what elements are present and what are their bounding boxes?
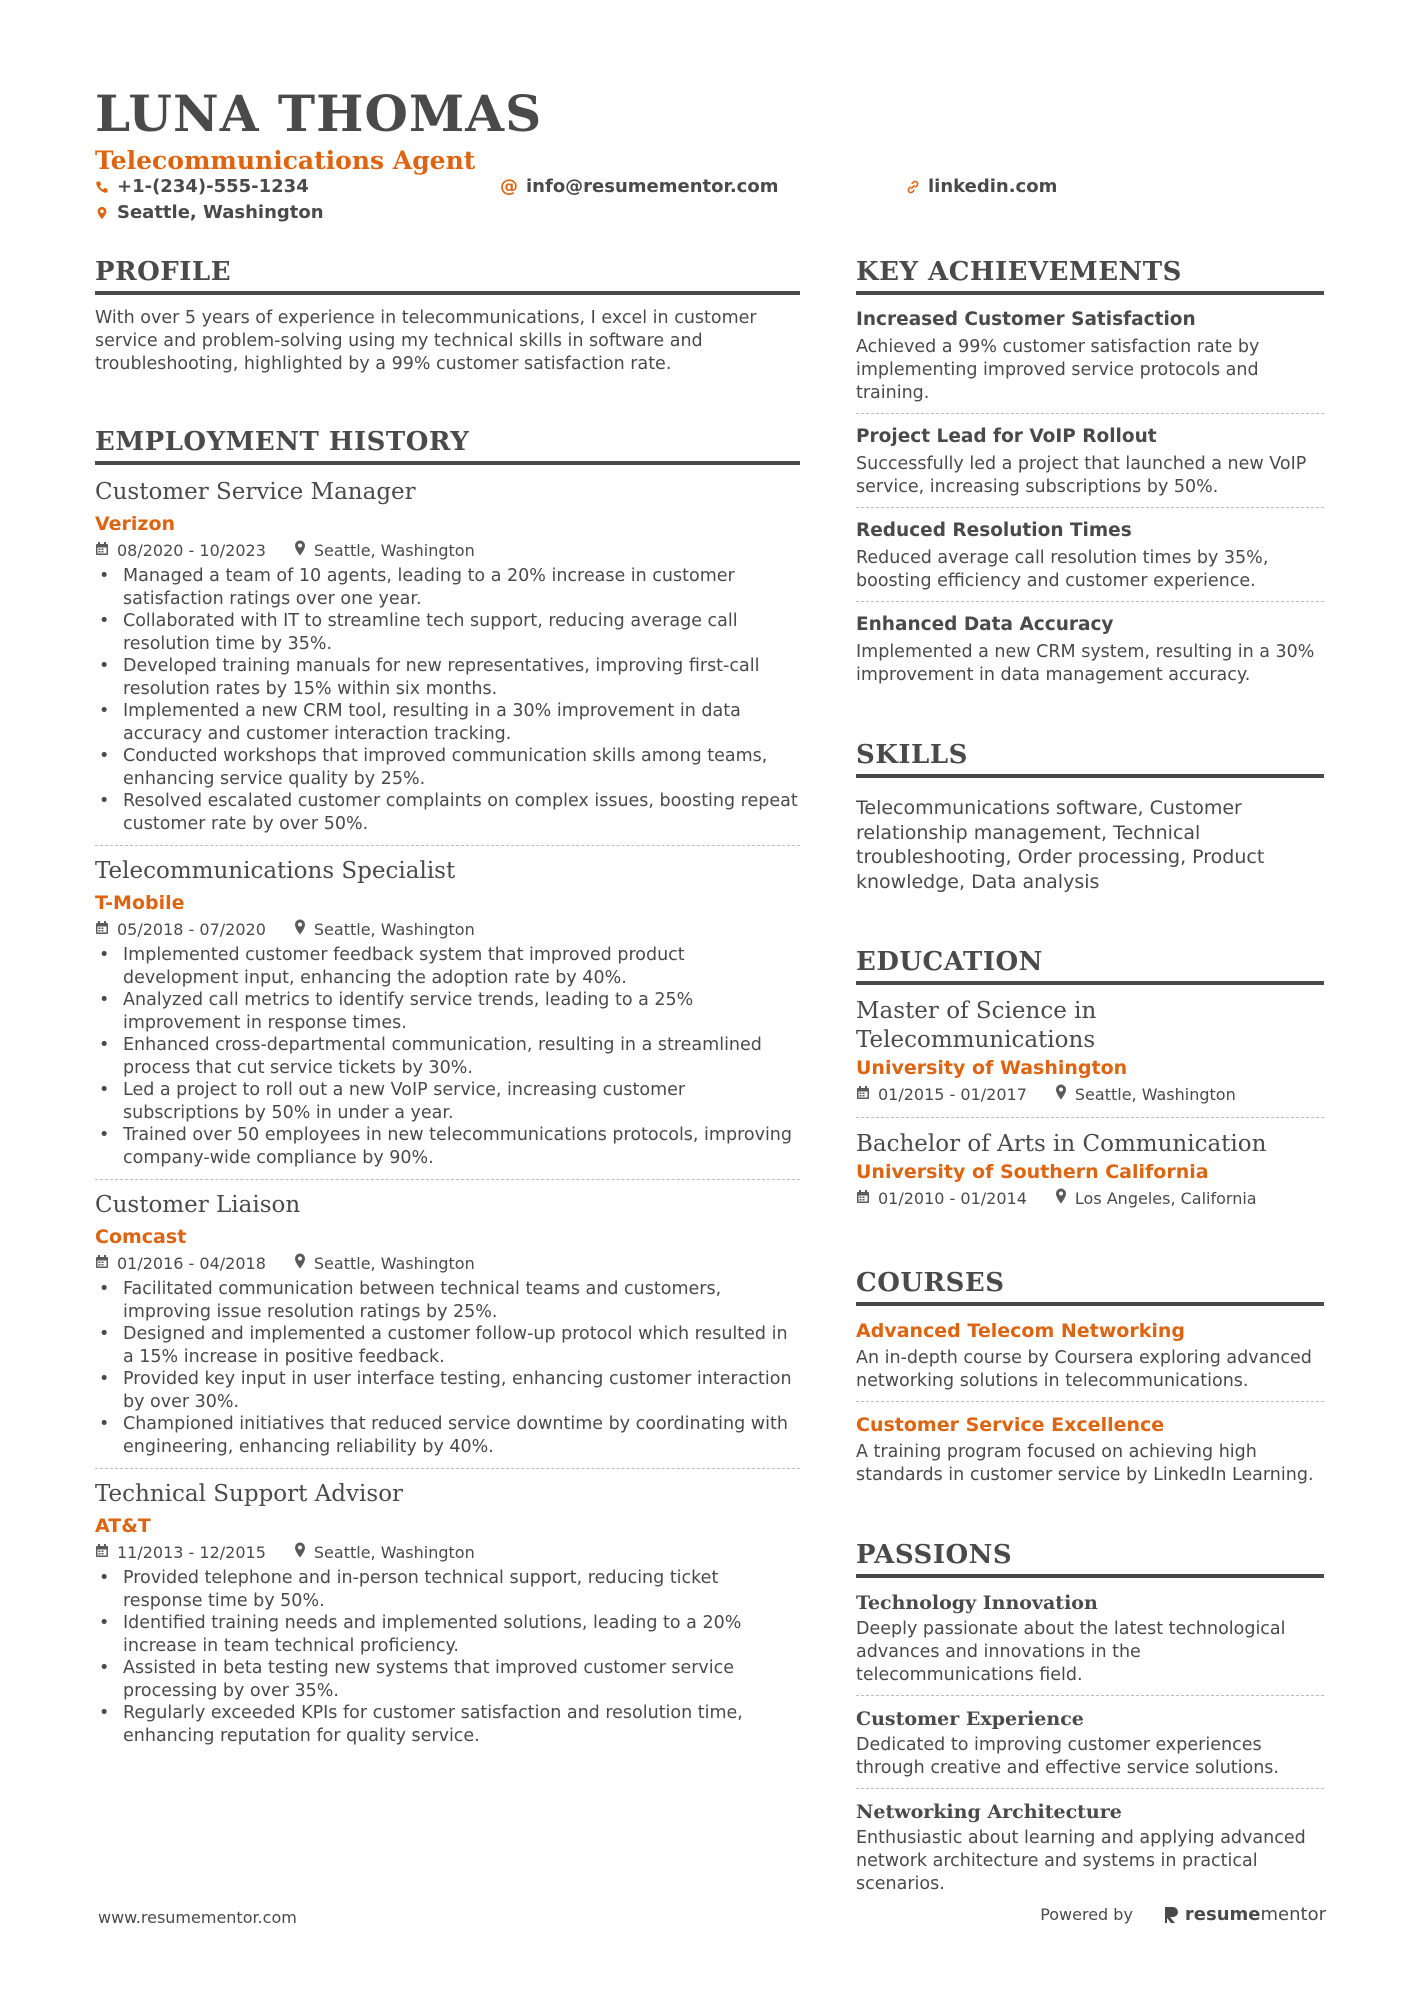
job-bullets xyxy=(95,1278,800,1458)
achievement-text: Achieved a 99% customer satisfaction rate by implementing improved service protocols and training. xyxy=(856,337,1260,403)
job-title: Customer Service Manager xyxy=(95,479,416,505)
education-list xyxy=(856,997,1324,1221)
job-title: Customer Liaison xyxy=(95,1192,301,1218)
job-title: Technical Support Advisor xyxy=(95,1481,404,1507)
calendar-icon xyxy=(856,1187,870,1211)
location-pin-icon xyxy=(294,539,306,563)
left-column xyxy=(95,256,800,1809)
contact-row-2 xyxy=(95,202,1325,228)
bullet-item: • Resolved escalated customer complaints on complex issues, boosting repeat customer rate by over 50%. xyxy=(95,790,800,835)
date-location-row xyxy=(856,1083,1324,1107)
phone-text: +1-(234)-555-1234 xyxy=(117,176,309,197)
job-bullets xyxy=(95,565,800,835)
location-pin-icon xyxy=(294,1252,306,1276)
school-name: University of Southern California xyxy=(856,1161,1209,1183)
location-pin-icon xyxy=(1055,1083,1067,1107)
location xyxy=(294,918,475,942)
course-title: Customer Service Excellence xyxy=(856,1414,1165,1436)
location-pin-icon xyxy=(1055,1187,1067,1211)
degree: Master of Science in Telecommunications xyxy=(856,998,1097,1053)
candidate-title: Telecommunications Agent xyxy=(95,146,476,175)
email-contact[interactable] xyxy=(500,176,778,197)
brand-bold: resume xyxy=(1184,1904,1261,1925)
contact-row-1 xyxy=(95,176,1325,202)
jobs-list xyxy=(95,477,800,1757)
location-pin-icon xyxy=(294,1541,306,1565)
education-heading: EDUCATION xyxy=(856,946,1324,985)
bullet-item: • Facilitated communication between technical teams and customers, improving issue resolution ratings by 25%. xyxy=(95,1278,800,1323)
location-text: Los Angeles, California xyxy=(1074,1189,1257,1208)
date-location-row xyxy=(95,918,800,942)
passions-list xyxy=(856,1590,1324,1904)
footer-website[interactable]: www.resumementor.com xyxy=(98,1908,297,1927)
achievement-item xyxy=(856,424,1324,508)
location xyxy=(1055,1187,1257,1211)
passions-section xyxy=(856,1539,1324,1904)
profile-text: With over 5 years of experience in telecommunications, I excel in customer service and problem-solving using my technical skills in software and troubleshooting, highlighted by a 99% customer satisfaction rate. xyxy=(95,308,757,374)
date-text: 01/2010 - 01/2014 xyxy=(878,1189,1027,1208)
company-name: T-Mobile xyxy=(95,892,185,914)
bullet-item: • Collaborated with IT to streamline tech support, reducing average call resolution time by 35%. xyxy=(95,610,800,655)
at-icon: @ xyxy=(500,176,518,197)
company-name: Verizon xyxy=(95,513,176,535)
courses-list xyxy=(856,1318,1324,1495)
achievement-text: Successfully led a project that launched a new VoIP service, increasing subscriptions by 50%. xyxy=(856,454,1307,497)
bullet-item: • Conducted workshops that improved communication skills among teams, enhancing service quality by 25%. xyxy=(95,745,800,790)
achievement-text: Implemented a new CRM system, resulting in a 30% improvement in data management accuracy. xyxy=(856,642,1315,685)
skills-text: Telecommunications software, Customer relationship management, Technical troubleshooting, Order processing, Product knowledge, Data analysis xyxy=(856,797,1265,893)
bullet-item: • Enhanced cross-departmental communication, resulting in a streamlined process that cut service tickets by 30%. xyxy=(95,1034,800,1079)
achievement-title: Increased Customer Satisfaction xyxy=(856,309,1196,330)
bullet-item: • Trained over 50 employees in new telecommunications protocols, improving company-wide compliance by 90%. xyxy=(95,1124,800,1169)
achievements-heading: KEY ACHIEVEMENTS xyxy=(856,256,1324,295)
date-range xyxy=(95,918,266,942)
location-text: Seattle, Washington xyxy=(313,541,475,560)
achievements-list xyxy=(856,307,1324,695)
date-text: 11/2013 - 12/2015 xyxy=(117,1543,266,1562)
location-pin-icon xyxy=(294,918,306,942)
achievement-title: Project Lead for VoIP Rollout xyxy=(856,426,1157,447)
calendar-icon xyxy=(95,918,109,942)
employment-heading: EMPLOYMENT HISTORY xyxy=(95,426,800,465)
date-range xyxy=(95,539,266,563)
achievement-text: Reduced average call resolution times by 35%, boosting efficiency and customer experience. xyxy=(856,548,1269,591)
powered-by-text: Powered by xyxy=(1040,1905,1133,1924)
location-text: Seattle, Washington xyxy=(117,202,324,223)
location-text: Seattle, Washington xyxy=(1074,1085,1236,1104)
job-entry xyxy=(95,1190,800,1469)
date-range xyxy=(95,1541,266,1565)
location xyxy=(1055,1083,1236,1107)
achievement-item xyxy=(856,612,1324,695)
achievements-section xyxy=(856,256,1324,695)
location-contact xyxy=(95,202,324,223)
bullet-item: • Assisted in beta testing new systems that improved customer service processing by over 35%. xyxy=(95,1657,800,1702)
brand-mark-icon xyxy=(1163,1905,1179,1925)
passion-text: Dedicated to improving customer experiences through creative and effective service solutions. xyxy=(856,1735,1279,1778)
job-title: Telecommunications Specialist xyxy=(95,858,456,884)
company-name: AT&T xyxy=(95,1515,151,1537)
passion-item xyxy=(856,1799,1324,1904)
course-text: A training program focused on achieving high standards in customer service by LinkedIn Learning. xyxy=(856,1442,1314,1485)
job-bullets xyxy=(95,1567,800,1747)
education-item xyxy=(856,1130,1324,1221)
date-range xyxy=(95,1252,266,1276)
school-name: University of Washington xyxy=(856,1057,1128,1079)
calendar-icon xyxy=(95,539,109,563)
passion-title: Customer Experience xyxy=(856,1708,1084,1730)
degree: Bachelor of Arts in Communication xyxy=(856,1131,1267,1157)
phone-contact xyxy=(95,176,309,197)
passion-title: Networking Architecture xyxy=(856,1801,1122,1823)
course-text: An in-depth course by Coursera exploring advanced networking solutions in telecommunications. xyxy=(856,1348,1312,1391)
passion-item xyxy=(856,1590,1324,1696)
bullet-item: • Implemented customer feedback system that improved product development input, enhancing the adoption rate by 40%. xyxy=(95,944,800,989)
skills-section xyxy=(856,739,1324,894)
date-location-row xyxy=(856,1187,1324,1211)
employment-section xyxy=(95,426,800,1757)
location-text: Seattle, Washington xyxy=(313,1543,475,1562)
location xyxy=(294,539,475,563)
achievement-title: Reduced Resolution Times xyxy=(856,520,1132,541)
date-text: 08/2020 - 10/2023 xyxy=(117,541,266,560)
passion-text: Deeply passionate about the latest technological advances and innovations in the telecommunications field. xyxy=(856,1619,1286,1685)
achievement-title: Enhanced Data Accuracy xyxy=(856,614,1114,635)
bullet-item: • Led a project to roll out a new VoIP service, increasing customer subscriptions by 50% in under a year. xyxy=(95,1079,800,1124)
link-icon xyxy=(906,179,920,195)
location-pin-icon xyxy=(95,205,109,221)
calendar-icon xyxy=(95,1252,109,1276)
bullet-item: • Implemented a new CRM tool, resulting in a 30% improvement in data accuracy and customer interaction tracking. xyxy=(95,700,800,745)
course-title: Advanced Telecom Networking xyxy=(856,1320,1185,1342)
bullet-item: • Identified training needs and implemented solutions, leading to a 20% increase in team technical proficiency. xyxy=(95,1612,800,1657)
resume-header xyxy=(95,82,1325,228)
date-location-row xyxy=(95,1252,800,1276)
email-text[interactable]: info@resumementor.com xyxy=(526,176,779,197)
date-location-row xyxy=(95,539,800,563)
education-item xyxy=(856,997,1324,1118)
date-text: 01/2016 - 04/2018 xyxy=(117,1254,266,1273)
job-entry xyxy=(95,856,800,1180)
course-item xyxy=(856,1412,1324,1495)
right-column xyxy=(856,256,1324,1956)
linkedin-text[interactable]: linkedin.com xyxy=(928,176,1058,197)
education-section xyxy=(856,946,1324,1221)
date-range xyxy=(856,1187,1027,1211)
skills-heading: SKILLS xyxy=(856,739,1324,778)
job-entry xyxy=(95,477,800,846)
linkedin-contact[interactable] xyxy=(906,176,1057,197)
profile-section xyxy=(95,256,800,376)
bullet-item: • Championed initiatives that reduced service downtime by coordinating with engineering, enhancing reliability by 40%. xyxy=(95,1413,800,1458)
location xyxy=(294,1541,475,1565)
location-text: Seattle, Washington xyxy=(313,1254,475,1273)
passion-text: Enthusiastic about learning and applying advanced network architecture and systems in practical scenarios. xyxy=(856,1828,1306,1894)
location xyxy=(294,1252,475,1276)
passion-title: Technology Innovation xyxy=(856,1592,1098,1614)
profile-heading: PROFILE xyxy=(95,256,800,295)
achievement-item xyxy=(856,307,1324,414)
date-range xyxy=(856,1083,1027,1107)
bullet-item: • Analyzed call metrics to identify service trends, leading to a 25% improvement in response times. xyxy=(95,989,800,1034)
date-text: 05/2018 - 07/2020 xyxy=(117,920,266,939)
calendar-icon xyxy=(95,1541,109,1565)
date-location-row xyxy=(95,1541,800,1565)
footer-brand-area xyxy=(1040,1904,1326,1925)
courses-heading: COURSES xyxy=(856,1267,1324,1306)
phone-icon xyxy=(95,179,109,195)
passions-heading: PASSIONS xyxy=(856,1539,1324,1578)
achievement-item xyxy=(856,518,1324,602)
bullet-item: • Designed and implemented a customer follow-up protocol which resulted in a 15% increase in positive feedback. xyxy=(95,1323,800,1368)
bullet-item: • Regularly exceeded KPIs for customer satisfaction and resolution time, enhancing reputation for quality service. xyxy=(95,1702,800,1747)
brand-light: mentor xyxy=(1260,1904,1326,1925)
candidate-name: LUNA THOMAS xyxy=(95,84,543,143)
company-name: Comcast xyxy=(95,1226,187,1248)
calendar-icon xyxy=(856,1083,870,1107)
location-text: Seattle, Washington xyxy=(313,920,475,939)
job-bullets xyxy=(95,944,800,1169)
course-item xyxy=(856,1318,1324,1402)
bullet-item: • Provided key input in user interface testing, enhancing customer interaction by over 30%. xyxy=(95,1368,800,1413)
bullet-item: • Developed training manuals for new representatives, improving first-call resolution rates by 15% within six months. xyxy=(95,655,800,700)
bullet-item: • Provided telephone and in-person technical support, reducing ticket response time by 50%. xyxy=(95,1567,800,1612)
date-text: 01/2015 - 01/2017 xyxy=(878,1085,1027,1104)
passion-item xyxy=(856,1706,1324,1789)
job-entry xyxy=(95,1479,800,1757)
brand-logo[interactable] xyxy=(1163,1904,1326,1925)
courses-section xyxy=(856,1267,1324,1495)
bullet-item: • Managed a team of 10 agents, leading to a 20% increase in customer satisfaction ratings over one year. xyxy=(95,565,800,610)
